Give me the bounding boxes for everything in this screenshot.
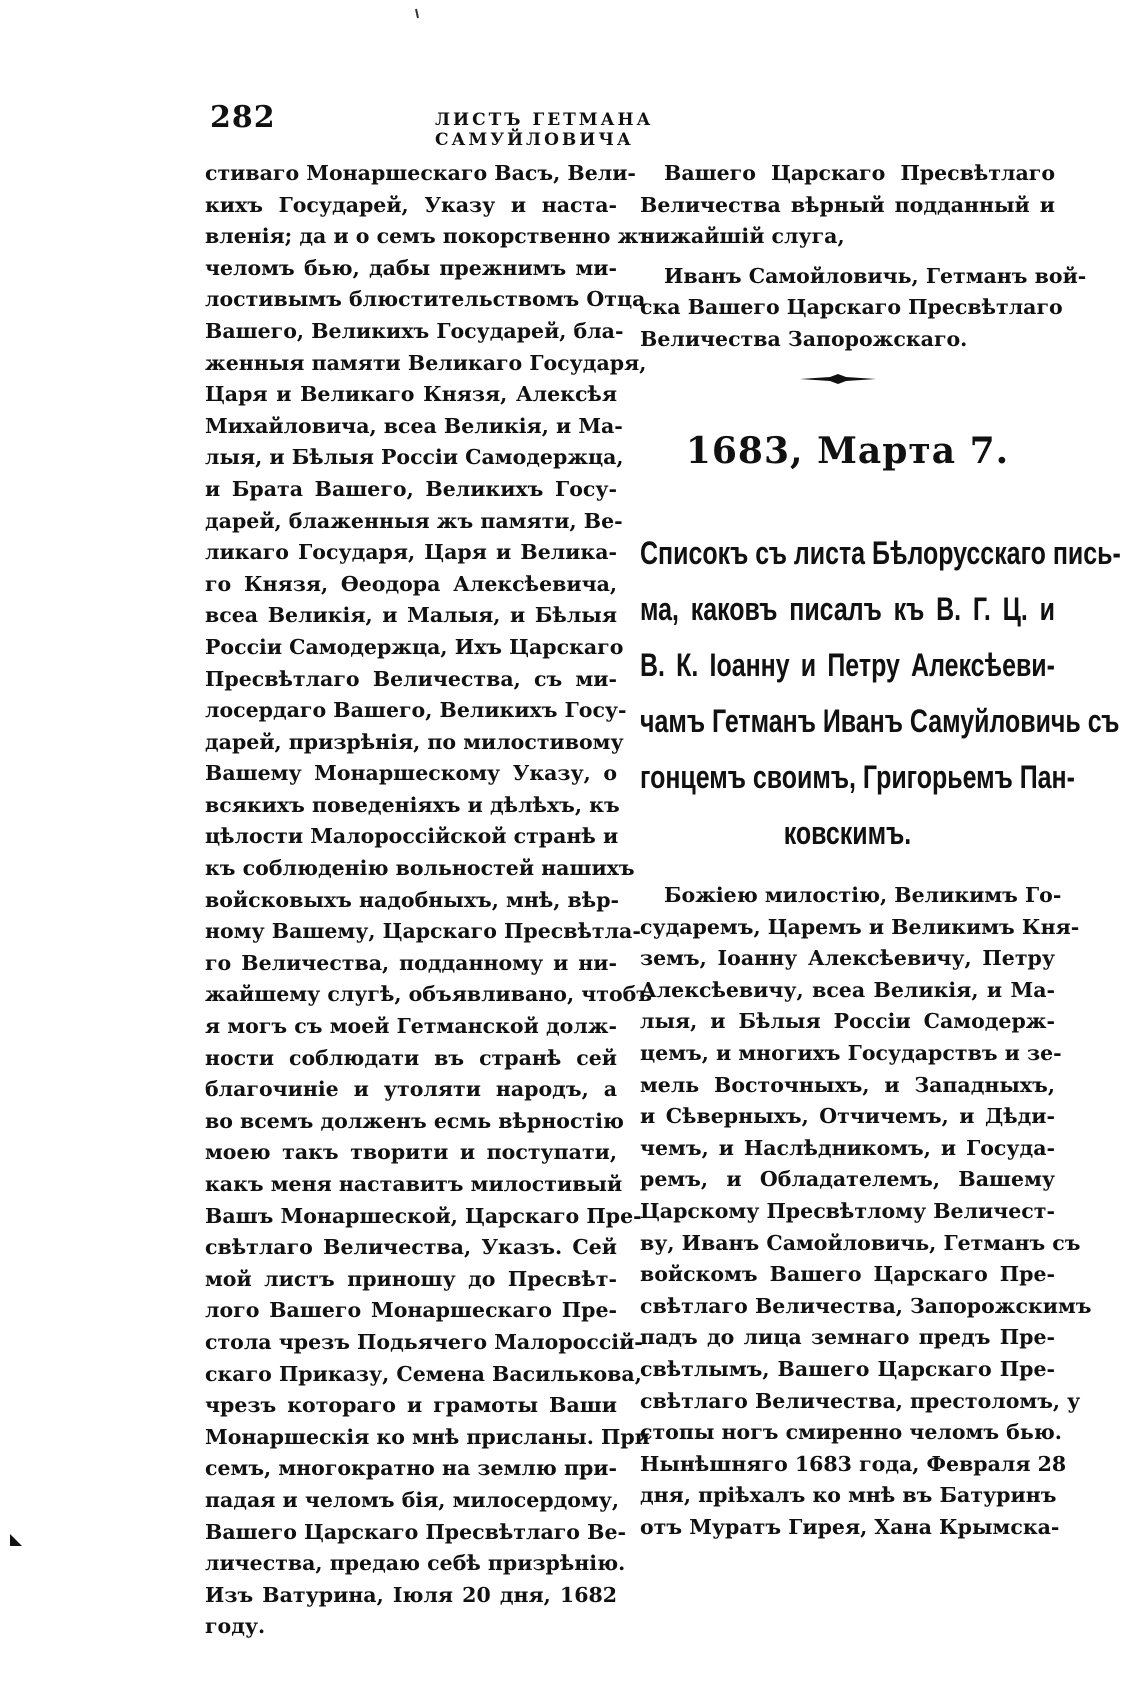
section-heading (640, 525, 1121, 861)
body-line: дня, пріѣхалъ ко мнѣ въ Батуринъ (640, 1483, 1057, 1508)
body-line: мель Восточныхъ, и Западныхъ, (640, 1072, 1055, 1097)
heading-line: ма, каковъ писалъ къ В. Г. Ц. и (640, 591, 1055, 627)
heading-line: Списокъ съ листа Бѣлорусскаго пись- (640, 535, 1121, 571)
letter-line: кихъ Государей, Указу и наста- (205, 192, 617, 217)
letter-text (205, 158, 655, 1643)
letter-line: свѣтлаго Величества, Указъ. Сей (205, 1235, 617, 1260)
letter-line: всеа Великія, и Малыя, и Бѣлыя (205, 603, 617, 628)
letter-line: моею такъ творити и поступати, (205, 1140, 617, 1165)
letter-line: семъ, многократно на землю при- (205, 1456, 618, 1481)
body-line: цемъ, и многихъ Государствъ и зе- (640, 1040, 1062, 1065)
body-line: свѣтлаго Величества, Запорожскимъ (640, 1293, 1092, 1318)
body-line: стопы ногъ смиренно челомъ бью. (640, 1420, 1062, 1445)
body-line: Царскому Пресвѣтлому Величест- (640, 1198, 1055, 1223)
body-line: сударемъ, Царемъ и Великимъ Кня- (640, 914, 1080, 939)
letter-line: войсковыхъ надобныхъ, мнѣ, вѣр- (205, 887, 620, 912)
letter-line: лосердаго Вашего, Великихъ Госу- (205, 698, 627, 723)
body-line: войскомъ Вашего Царскаго Пре- (640, 1262, 1055, 1287)
letter-line: Россіи Самодержца, Ихъ Царскаго (205, 634, 624, 659)
letter-line: благочиніе и утоляти народъ, а (205, 1077, 617, 1102)
letter-line: я могъ съ моей Гетманской долж- (205, 1014, 617, 1039)
closing-formula (640, 158, 1055, 253)
corner-arrow-mark (8, 1532, 24, 1548)
letter-line: Царя и Великаго Князя, Алексѣя (205, 382, 617, 407)
body-line: падъ до лица земнаго предъ Пре- (640, 1325, 1055, 1350)
letter-line: какъ меня наставитъ милостивый (205, 1172, 623, 1196)
letter-line: личества, предаю себѣ призрѣнію. (205, 1551, 626, 1576)
letter-line: и Брата Вашего, Великихъ Госу- (205, 476, 617, 501)
heading-line: ковскимъ. (783, 815, 912, 851)
section-date: 1683, Марта 7. (685, 430, 1010, 472)
letter-line: мой листъ приношу до Пресвѣт- (205, 1266, 617, 1291)
letter-line: дарей, блаженныя жъ памяти, Ве- (205, 508, 623, 533)
running-title: ЛИСТЪ ГЕТМАНА САМУЙЛОВИЧА (435, 110, 654, 150)
letter-line: го Величества, подданному и ни- (205, 950, 617, 975)
signature-line: ска Вашего Царскаго Пресвѣтлаго (640, 295, 1063, 320)
letter-line: ному Вашему, Царскаго Пресвѣтла- (205, 919, 641, 944)
body-line: земъ, Іоанну Алексѣевичу, Петру (640, 946, 1055, 971)
letter-line: скаго Приказу, Семена Василькова, (205, 1361, 642, 1386)
letter-line: ности соблюдати въ странѣ сей (205, 1045, 617, 1070)
left-column (205, 158, 655, 1643)
letter-line: чрезъ котораго и грамоты Ваши (205, 1393, 617, 1418)
letter-line: Вашему Монаршескому Указу, о (205, 761, 617, 786)
heading-line: чамъ Гетманъ Иванъ Самуйловичь съ (640, 703, 1120, 739)
letter-line: лыя, и Бѣлыя Россіи Самодержца, (205, 445, 624, 470)
letter-line: ликаго Государя, Царя и Велика- (205, 540, 617, 565)
letter-line: къ соблюденію вольностей нашихъ (205, 856, 635, 881)
letter-line: Вашего Царскаго Пресвѣтлаго Ве- (205, 1519, 626, 1544)
body-line: ремъ, и Обладателемъ, Вашему (640, 1167, 1055, 1192)
letter-line: всякихъ поведеніяхъ и дѣлѣхъ, къ (205, 792, 620, 817)
letter-line: во всемъ долженъ есмь вѣрностію (205, 1108, 624, 1133)
letter-line: вленія; да и о семъ покорственно жъ (205, 224, 655, 249)
letter-line: цѣлости Малороссійской странѣ и (205, 824, 619, 849)
letter-line: году. (205, 1614, 266, 1639)
letter-body-text (640, 880, 1092, 1543)
section-divider-ornament (800, 373, 876, 385)
letter-line: го Князя, Ѳеодора Алексѣевича, (205, 571, 617, 596)
page-header (210, 100, 850, 150)
letter-line: падая и челомъ бія, милосердому, (205, 1487, 619, 1512)
heading-line: В. К. Іоанну и Петру Алексѣеви- (640, 647, 1055, 683)
page-number: 282 (210, 100, 276, 135)
letter-line: лостивымъ блюстительствомъ Отца (205, 287, 646, 312)
letter-line: челомъ бью, дабы прежнимъ ми- (205, 255, 617, 280)
body-line: свѣтлаго Величества, престоломъ, у (640, 1388, 1081, 1413)
ink-tick-mark (414, 8, 420, 20)
signature-block (640, 261, 1087, 356)
body-line: и Сѣверныхъ, Отчичемъ, и Дѣди- (640, 1104, 1055, 1129)
body-line: лыя, и Бѣлыя Россіи Самодерж- (640, 1009, 1055, 1034)
closing-line: нижайшій слуга, (640, 224, 845, 249)
letter-line: лого Вашего Монаршескаго Пре- (205, 1298, 617, 1323)
letter-line: Монаршескія ко мнѣ присланы. При (205, 1424, 650, 1449)
body-line: чемъ, и Наслѣдникомъ, и Госуда- (640, 1135, 1055, 1160)
letter-line: дарей, призрѣнія, по милостивому (205, 729, 624, 754)
letter-line: Вашъ Монаршеской, Царскаго Пре- (205, 1203, 642, 1228)
letter-line: стиваго Монаршескаго Васъ, Вели- (205, 161, 636, 185)
body-line: Нынѣшняго 1683 года, Февраля 28 (640, 1451, 1067, 1476)
letter-line: женныя памяти Великаго Государя, (205, 350, 647, 375)
letter-line: стола чрезъ Подьячего Малороссій- (205, 1329, 643, 1354)
letter-line: Вашего, Великихъ Государей, бла- (205, 318, 624, 343)
body-line: отъ Муратъ Гирея, Хана Крымска- (640, 1514, 1060, 1539)
closing-line: Вашего Царскаго Пресвѣтлаго (664, 161, 1055, 185)
letter-line: Михайловича, всеа Великія, и Ма- (205, 413, 623, 438)
closing-line: Величества вѣрный подданный и (640, 192, 1055, 217)
letter-line: Изъ Ватурина, Іюля 20 дня, 1682 (205, 1582, 617, 1607)
heading-line: гонцемъ своимъ, Григорьемъ Пан- (640, 759, 1075, 795)
right-column (640, 158, 1087, 356)
body-line: Божіею милостію, Великимъ Го- (664, 883, 1062, 907)
letter-line: жайшему слугѣ, объявливано, чтобъ (205, 982, 653, 1007)
right-body (640, 880, 1092, 1543)
signature-line: Величества Запорожскаго. (640, 326, 968, 351)
letter-line: Пресвѣтлаго Величества, съ ми- (205, 666, 617, 691)
body-line: ву, Иванъ Самойловичь, Гетманъ съ (640, 1230, 1081, 1255)
body-line: свѣтлымъ, Вашего Царскаго Пре- (640, 1356, 1055, 1381)
signature-line: Иванъ Самойловичь, Гетманъ вой- (664, 263, 1087, 288)
body-line: Алексѣевичу, всеа Великія, и Ма- (640, 977, 1055, 1002)
